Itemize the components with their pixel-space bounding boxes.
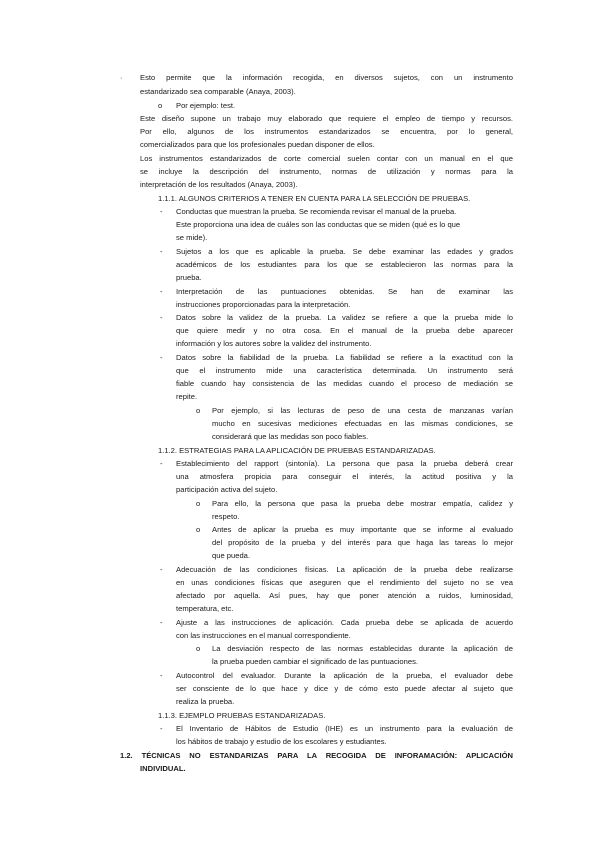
text-line: realiza la prueba. — [176, 697, 235, 706]
dash-marker: - — [160, 287, 163, 296]
text-line: interpretación de los resultados (Anaya, 2003). — [140, 180, 298, 189]
text-line: ser consciente de lo que hace y dice y de cómo esto puede afectar al sujeto que — [176, 684, 513, 693]
text-line: Por ejemplo: test. — [176, 101, 236, 110]
dash-marker: - — [160, 207, 163, 216]
text-line: del propósito de la prueba y del interés para que haga las tareas lo mejor — [212, 538, 513, 547]
sub-bullet-marker: o — [158, 101, 163, 110]
section-heading: 1.1.2. ESTRATEGIAS PARA LA APLICACIÓN DE PRUEBAS ESTANDARIZADAS. — [158, 446, 436, 455]
text-line: Este proporciona una idea de cuáles son las conductas que se miden (qué es lo que — [176, 220, 461, 229]
sub-bullet-marker: o — [196, 499, 201, 508]
text-line: Los instrumentos estandarizados de corte comercial suelen contar con un manual en el que — [140, 154, 513, 163]
text-line: la prueba pueden cambiar el significado de las puntuaciones. — [212, 657, 419, 666]
sub-bullet-marker: o — [196, 525, 201, 534]
text-line: Datos sobre la fiabilidad de la prueba. La fiabilidad se refiere a la exactitud con la — [176, 353, 513, 362]
dash-marker: - — [160, 618, 163, 627]
text-line: información y los autores sobre la validez del instrumento. — [176, 339, 372, 348]
text-line: mucho en sucesivas mediciones efectuadas en las mismas condiciones, se — [212, 419, 513, 428]
text-line: fiable cuando hay consistencia de las medidas cuando el proceso de mediación se — [176, 379, 513, 388]
text-line: La desviación respecto de las normas establecidas durante la aplicación de — [212, 644, 513, 653]
text-line: que quiere medir y no otra cosa. En el manual de la prueba debe aparecer — [176, 326, 513, 335]
text-line: prueba. — [176, 273, 202, 282]
text-line: Interpretación de las puntuaciones obtenidas. Se han de examinar las — [176, 287, 513, 296]
text-line: que el instrumento mide una característica determinada. Un instrumento será — [176, 366, 513, 375]
text-line: participación activa del sujeto. — [176, 485, 278, 494]
text-line: Adecuación de las condiciones físicas. La aplicación de la prueba debe realizarse — [176, 565, 513, 574]
sub-bullet-marker: o — [196, 644, 201, 653]
text-line: Antes de aplicar la prueba es muy importante que se informe al evaluado — [212, 525, 513, 534]
text-line: Por ejemplo, si las lecturas de peso de una cesta de manzanas varían — [212, 406, 513, 415]
text-line: con las instrucciones en el manual correspondiente. — [176, 631, 351, 640]
dash-marker: - — [160, 671, 163, 680]
text-line: respeto. — [212, 512, 240, 521]
text-line: se incluye la descripción del instrumento, normas de utilización y normas para la — [140, 167, 513, 176]
text-line: considerará que las medidas son poco fiables. — [212, 432, 369, 441]
text-line: repite. — [176, 392, 198, 401]
dash-marker: - — [160, 724, 163, 733]
text-line: Esto permite que la información recogida, en diversos sujetos, con un instrumento — [140, 73, 513, 82]
text-line: afectado por aquella. Así pues, hay que poner atención a ruidos, luminosidad, — [176, 591, 513, 600]
section-heading: 1.1.1. ALGUNOS CRITERIOS A TENER EN CUENTA PARA LA SELECCIÓN DE PRUEBAS. — [158, 194, 471, 203]
text-line: los hábitos de trabajo y estudio de los escolares y estudiantes. — [176, 737, 387, 746]
section-heading: 1.1.3. EJEMPLO PRUEBAS ESTANDARIZADAS. — [158, 711, 326, 720]
dash-marker: - — [160, 353, 163, 362]
text-line: Autocontrol del evaluador. Durante la aplicación de la prueba, el evaluador debe — [176, 671, 513, 680]
dash-marker: - — [160, 459, 163, 468]
text-line: comercializados para que los profesionales puedan disponer de ellos. — [140, 140, 375, 149]
text-line: Establecimiento del rapport (sintonía). La persona que pasa la prueba deberá crear — [176, 459, 513, 468]
text-line: que pueda. — [212, 551, 251, 560]
sub-bullet-marker: o — [196, 406, 201, 415]
text-line: una atmosfera propicia para conseguir el interés, la actitud positiva y la — [176, 472, 513, 481]
text-line: se mide). — [176, 233, 208, 242]
text-line: temperatura, etc. — [176, 604, 234, 613]
text-line: Para ello, la persona que pasa la prueba debe mostrar empatía, calidez y — [212, 499, 513, 508]
text-line: Por ello, algunos de los instrumentos estandarizados se encuentra, por lo general, — [140, 127, 513, 136]
dash-marker: - — [160, 313, 163, 322]
dash-marker: - — [160, 247, 163, 256]
text-line: en unas condiciones físicas que aseguren que el rendimiento del sujeto no se vea — [176, 578, 513, 587]
text-line: Este diseño supone un trabajo muy elaborado que requiere el empleo de tiempo y recursos. — [140, 114, 513, 123]
text-line: Ajuste a las instrucciones de aplicación. Cada prueba debe se aplicada de acuerdo — [176, 618, 513, 627]
text-line: Sujetos a los que es aplicable la prueba. Se debe examinar las edades y grados — [176, 247, 513, 256]
text-line: instrucciones proporcionadas para la interpretación. — [176, 300, 351, 309]
dash-marker: - — [160, 565, 163, 574]
text-line: académicos de los estudiantes para los que se establecieron las normas para la — [176, 260, 513, 269]
section-heading: INDIVIDUAL. — [140, 764, 186, 773]
text-line: estandarizado sea comparable (Anaya, 2003). — [140, 87, 296, 96]
text-line: Datos sobre la validez de la prueba. La validez se refiere a que la prueba mide lo — [176, 313, 513, 322]
text-line: El Inventario de Hábitos de Estudio (IHE) es un instrumento para la evaluación de — [176, 724, 513, 733]
section-heading: 1.2. TÉCNICAS NO ESTANDARIZAS PARA LA RECOGIDA DE INFORAMACIÓN: APLICACIÓN — [120, 751, 513, 760]
bullet-marker: · — [120, 73, 123, 82]
text-line: Conductas que muestran la prueba. Se recomienda revisar el manual de la prueba. — [176, 207, 457, 216]
